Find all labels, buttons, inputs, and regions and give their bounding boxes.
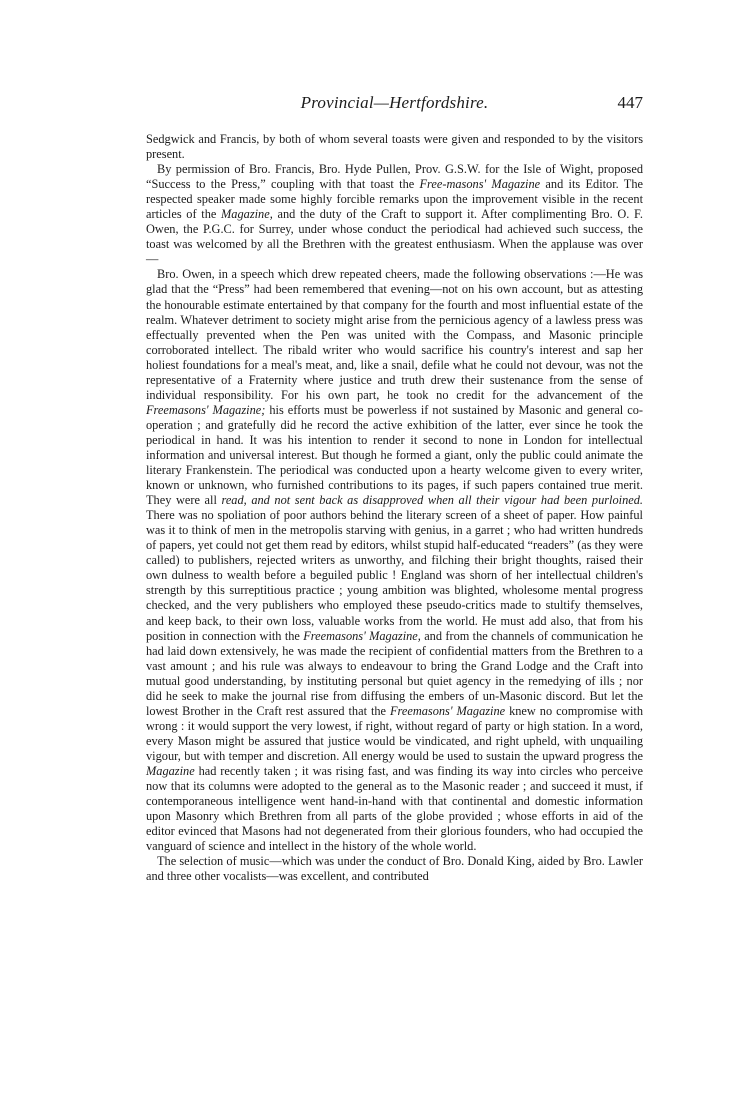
publication-title: Magazine, xyxy=(221,207,273,222)
text-run: The selection of music—which was under the conduct of Bro. Donald King, aided by Bro. Lawler and three other vocalists—was excellent, and contributed xyxy=(146,854,643,884)
text-run: had recently taken ; it was rising fast, and was finding its way into circles who perceive now that its columns were adopted to the general as to the Masonic reader ; and succeed it must, if contemporaneous intelligence went hand-in-hand with that continental and domestic information upon Masonry which Brethren from all parts of the globe provided ; whose efforts in aid of the editor evinced that Masons had not degenerated from their glorious founders, who had occupied the vanguard of science and intellect in the history of the whole world. xyxy=(146,763,643,854)
text-run: Bro. Owen, in a speech which drew repeated cheers, made the following observations :—He was glad that the “Press” had been remembered that evening—not on his own account, but as attesting the honourable estimate entertained by that company for the fourth and most influential estate of the realm. Whatever detriment to society might arise from the pernicious agency of a lawless press was effectually prevented when the Pen was united with the Compass, and Masonic principle corroborated intellect. The ribald writer who would sacrifice his country's interest and sap her holiest foundations for a meal's meat, and, like a snail, defile what he could not devour, was not the representative of a Fraternity where justice and truth drew their sustenance from the sense of individual responsibility. For his own part, he took no credit for the advancement of the xyxy=(146,267,643,402)
text-run: and its Editor. The respected speaker made some highly forcible remarks upon the improvement visible in the recent articles of the xyxy=(146,177,643,222)
text-run: knew no compromise with wrong : it would support the very lowest, if right, without regard of party or high station. In a word, every Mason might be assured that justice would be vindicated, and right upheld, with unquailing vigour, but with temper and discretion. All energy would be used to sustain the upward progress the xyxy=(146,703,643,763)
book-page xyxy=(146,92,643,884)
text-run: There was no spoliation of poor authors behind the literary screen of a sheet of paper. How painful was it to think of men in the metropolis starving with genius, in a garret ; who had written hundreds of papers, yet could not get them read by editors, whilst stupid half-educated “readers” (as they were called) to publishers, rejected writers as unworthy, and filching their bright thoughts, raised their own dulness to wealth before a beguiled public ! England was shorn of her intellectual children's strength by this surreptitious practice ; young ambition was blighted, wholesome mental progress checked, and the very publishers who employed these pseudo-critics made to stultify themselves, and keep back, to their own loss, valuable works from the world. He must add also, that from his position in connection with the xyxy=(146,508,643,643)
publication-title: Freemasons' Magazine xyxy=(389,703,506,718)
page-number: 447 xyxy=(617,93,643,112)
paragraph xyxy=(146,267,643,854)
text-run: and from the channels of communication he had laid down extensively, he was made the recipient of confidential matters from the Brethren to a vast amount ; and his rule was always to endeavour to bring the Grand Lodge and the Craft into mutual good understanding, by instituting personal but quiet agency in the remedying of ills ; nor did he seek to make the journal rise from diffusing the embers of un-Masonic discord. But let the lowest Brother in the Craft rest assured that the xyxy=(146,628,643,718)
text-run: his efforts must be powerless if not sustained by Masonic and general co-operation ; and gratefully did he record the active exhibition of the latter, ever since he took the periodical in hand. It was his intention to render it second to none in London for intellectual information and universal interest. But though he formed a giant, only the public could animate the literary Frankenstein. The periodical was conducted upon a hearty welcome given to every writer, known or unknown, who furnished contributions to its pages, if such papers contained true merit. They were all xyxy=(146,402,644,508)
text-run: By permission of Bro. Francis, Bro. Hyde Pullen, Prov. G.S.W. for the Isle of Wight, proposed “Success to the Press,” coupling with that toast the xyxy=(146,162,643,192)
publication-title: Freemasons' Magazine, xyxy=(303,628,421,643)
paragraph xyxy=(146,132,643,162)
article-body xyxy=(146,132,643,884)
paragraph xyxy=(146,854,643,884)
text-run: Sedgwick and Francis, by both of whom several toasts were given and responded to by the visitors present. xyxy=(146,132,643,162)
publication-title: Magazine xyxy=(146,763,195,778)
emphasized-text: read, and not sent back as disapproved when all their vigour had been purloined. xyxy=(221,493,643,508)
paragraph xyxy=(146,162,643,267)
text-run: and the duty of the Craft to support it. After complimenting Bro. O. F. Owen, the P.G.C. for Surrey, under whose conduct the periodical had achieved such success, the toast was welcomed by all the Brethren with the greatest enthusiasm. When the applause was over— xyxy=(146,207,643,267)
running-head xyxy=(146,92,643,114)
publication-title: Freemasons' Magazine; xyxy=(146,402,266,417)
publication-title: Free-masons' Magazine xyxy=(419,177,541,192)
running-title: Provincial—Hertfordshire. xyxy=(300,93,489,112)
